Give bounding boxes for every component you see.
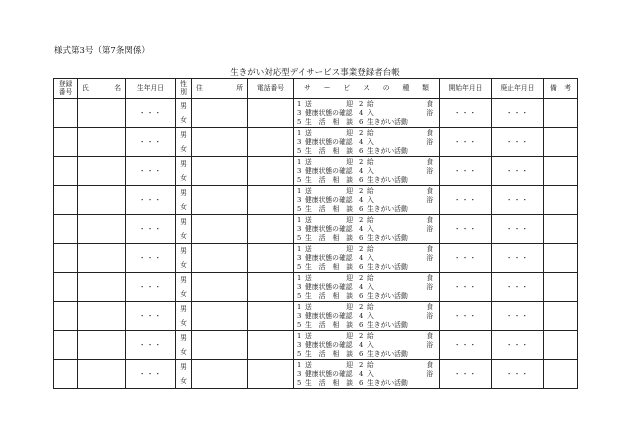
service-line-3: 5 生 活 相 談 6 生きがい活動 — [297, 233, 408, 242]
phone-cell[interactable] — [248, 157, 294, 186]
start-date-cell[interactable]: ・・・ — [440, 360, 492, 389]
table-row — [54, 128, 578, 157]
end-date-cell[interactable]: ・・・ — [492, 331, 544, 360]
remarks-cell[interactable] — [544, 302, 578, 331]
sex-cell[interactable] — [176, 215, 192, 244]
address-cell[interactable] — [192, 186, 248, 215]
table-row — [54, 331, 578, 360]
service-type-cell[interactable] — [294, 128, 440, 157]
start-date-cell[interactable]: ・・・ — [440, 157, 492, 186]
name-cell[interactable] — [78, 360, 126, 389]
service-line-3: 5 生 活 相 談 6 生きがい活動 — [297, 291, 408, 300]
address-cell[interactable] — [192, 157, 248, 186]
remarks-cell[interactable] — [544, 99, 578, 128]
address-cell[interactable] — [192, 331, 248, 360]
sex-cell[interactable] — [176, 186, 192, 215]
table-row — [54, 273, 578, 302]
end-date-cell[interactable]: ・・・ — [492, 244, 544, 273]
reg-no-cell[interactable] — [54, 99, 78, 128]
sex-female[interactable]: 女 — [180, 145, 187, 153]
start-date-cell[interactable]: ・・・ — [440, 302, 492, 331]
sex-male[interactable]: 男 — [180, 160, 187, 168]
address-cell[interactable] — [192, 244, 248, 273]
service-line-3: 5 生 活 相 談 6 生きがい活動 — [297, 117, 408, 126]
end-date-cell[interactable]: ・・・ — [492, 273, 544, 302]
start-date-cell[interactable]: ・・・ — [440, 128, 492, 157]
birth-date-cell[interactable]: ・・・ — [126, 331, 176, 360]
remarks-cell[interactable] — [544, 331, 578, 360]
end-date-cell[interactable]: ・・・ — [492, 186, 544, 215]
header-reg-no: 登録 番号 — [54, 79, 78, 99]
reg-no-cell[interactable] — [54, 302, 78, 331]
header-start-date: 開始年月日 — [440, 79, 492, 99]
sex-male[interactable]: 男 — [180, 334, 187, 342]
remarks-cell[interactable] — [544, 215, 578, 244]
service-line-2: 3 健康状態の確認 4 入 浴 — [297, 224, 433, 233]
reg-no-cell[interactable] — [54, 157, 78, 186]
service-type-cell[interactable] — [294, 186, 440, 215]
reg-no-cell[interactable] — [54, 244, 78, 273]
birth-date-cell[interactable]: ・・・ — [126, 99, 176, 128]
header-name: 氏 名 — [78, 79, 126, 99]
service-line-2: 3 健康状態の確認 4 入 浴 — [297, 369, 433, 378]
start-date-cell[interactable]: ・・・ — [440, 273, 492, 302]
table-row — [54, 302, 578, 331]
service-line-2: 3 健康状態の確認 4 入 浴 — [297, 166, 433, 175]
service-line-1: 1 送 迎 2 給 食 — [297, 157, 433, 166]
birth-date-cell[interactable]: ・・・ — [126, 128, 176, 157]
table-row — [54, 244, 578, 273]
sex-male[interactable]: 男 — [180, 247, 187, 255]
remarks-cell[interactable] — [544, 186, 578, 215]
service-line-3: 5 生 活 相 談 6 生きがい活動 — [297, 175, 408, 184]
address-cell[interactable] — [192, 215, 248, 244]
sex-male[interactable]: 男 — [180, 276, 187, 284]
service-type-cell[interactable] — [294, 99, 440, 128]
registry-table — [53, 78, 578, 389]
service-line-1: 1 送 迎 2 給 食 — [297, 215, 433, 224]
name-cell[interactable] — [78, 157, 126, 186]
header-service: サ ー ビ ス の 種 類 — [294, 79, 440, 99]
sex-female[interactable]: 女 — [180, 174, 187, 182]
service-line-2: 3 健康状態の確認 4 入 浴 — [297, 340, 433, 349]
reg-no-cell[interactable] — [54, 128, 78, 157]
birth-date-cell[interactable]: ・・・ — [126, 273, 176, 302]
birth-date-cell[interactable]: ・・・ — [126, 215, 176, 244]
header-remarks: 備 考 — [544, 79, 578, 99]
end-date-cell[interactable]: ・・・ — [492, 157, 544, 186]
service-line-1: 1 送 迎 2 給 食 — [297, 99, 433, 108]
remarks-cell[interactable] — [544, 273, 578, 302]
sex-male[interactable]: 男 — [180, 218, 187, 226]
sex-cell[interactable] — [176, 273, 192, 302]
birth-date-cell[interactable]: ・・・ — [126, 244, 176, 273]
sex-female[interactable]: 女 — [180, 290, 187, 298]
sex-male[interactable]: 男 — [180, 189, 187, 197]
end-date-cell[interactable]: ・・・ — [492, 302, 544, 331]
end-date-cell[interactable]: ・・・ — [492, 360, 544, 389]
service-line-2: 3 健康状態の確認 4 入 浴 — [297, 137, 433, 146]
reg-no-cell[interactable] — [54, 331, 78, 360]
register-title: 生きがい対応型デイサービス事業登録者台帳 — [230, 68, 400, 78]
name-cell[interactable] — [78, 215, 126, 244]
address-cell[interactable] — [192, 302, 248, 331]
service-line-1: 1 送 迎 2 給 食 — [297, 331, 433, 340]
phone-cell[interactable] — [248, 331, 294, 360]
address-cell[interactable] — [192, 273, 248, 302]
name-cell[interactable] — [78, 99, 126, 128]
service-line-3: 5 生 活 相 談 6 生きがい活動 — [297, 349, 408, 358]
phone-cell[interactable] — [248, 186, 294, 215]
phone-cell[interactable] — [248, 302, 294, 331]
start-date-cell[interactable]: ・・・ — [440, 244, 492, 273]
phone-cell[interactable] — [248, 99, 294, 128]
sex-cell[interactable] — [176, 157, 192, 186]
sex-cell[interactable] — [176, 331, 192, 360]
table-row — [54, 215, 578, 244]
service-type-cell[interactable] — [294, 244, 440, 273]
phone-cell[interactable] — [248, 273, 294, 302]
service-line-2: 3 健康状態の確認 4 入 浴 — [297, 311, 433, 320]
phone-cell[interactable] — [248, 128, 294, 157]
sex-female[interactable]: 女 — [180, 319, 187, 327]
sex-female[interactable]: 女 — [180, 203, 187, 211]
service-line-1: 1 送 迎 2 給 食 — [297, 244, 433, 253]
sex-cell[interactable] — [176, 360, 192, 389]
table-row — [54, 99, 578, 128]
phone-cell[interactable] — [248, 244, 294, 273]
name-cell[interactable] — [78, 302, 126, 331]
name-cell[interactable] — [78, 331, 126, 360]
service-line-2: 3 健康状態の確認 4 入 浴 — [297, 195, 433, 204]
address-cell[interactable] — [192, 360, 248, 389]
service-line-3: 5 生 活 相 談 6 生きがい活動 — [297, 146, 408, 155]
sex-female[interactable]: 女 — [180, 261, 187, 269]
phone-cell[interactable] — [248, 215, 294, 244]
service-type-cell[interactable] — [294, 157, 440, 186]
sex-female[interactable]: 女 — [180, 232, 187, 240]
table-row — [54, 157, 578, 186]
sex-female[interactable]: 女 — [180, 116, 187, 124]
header-sex: 性 別 — [176, 79, 192, 99]
sex-female[interactable]: 女 — [180, 377, 187, 385]
reg-no-cell[interactable] — [54, 186, 78, 215]
table-row — [54, 186, 578, 215]
birth-date-cell[interactable]: ・・・ — [126, 302, 176, 331]
service-type-cell[interactable] — [294, 331, 440, 360]
header-row — [54, 79, 578, 99]
service-line-3: 5 生 活 相 談 6 生きがい活動 — [297, 262, 408, 271]
start-date-cell[interactable]: ・・・ — [440, 99, 492, 128]
remarks-cell[interactable] — [544, 128, 578, 157]
remarks-cell[interactable] — [544, 244, 578, 273]
end-date-cell[interactable]: ・・・ — [492, 99, 544, 128]
service-type-cell[interactable] — [294, 215, 440, 244]
sex-cell[interactable] — [176, 302, 192, 331]
service-type-cell[interactable] — [294, 273, 440, 302]
name-cell[interactable] — [78, 128, 126, 157]
service-line-1: 1 送 迎 2 給 食 — [297, 360, 433, 369]
service-line-3: 5 生 活 相 談 6 生きがい活動 — [297, 204, 408, 213]
sex-cell[interactable] — [176, 99, 192, 128]
reg-no-cell[interactable] — [54, 273, 78, 302]
service-line-2: 3 健康状態の確認 4 入 浴 — [297, 282, 433, 291]
service-type-cell[interactable] — [294, 360, 440, 389]
service-line-1: 1 送 迎 2 給 食 — [297, 273, 433, 282]
reg-no-cell[interactable] — [54, 215, 78, 244]
sex-female[interactable]: 女 — [180, 348, 187, 356]
end-date-cell[interactable]: ・・・ — [492, 128, 544, 157]
birth-date-cell[interactable]: ・・・ — [126, 157, 176, 186]
form-number: 様式第3号（第7条関係） — [54, 46, 150, 56]
address-cell[interactable] — [192, 128, 248, 157]
service-line-3: 5 生 活 相 談 6 生きがい活動 — [297, 320, 408, 329]
start-date-cell[interactable]: ・・・ — [440, 215, 492, 244]
start-date-cell[interactable]: ・・・ — [440, 331, 492, 360]
remarks-cell[interactable] — [544, 157, 578, 186]
sex-cell[interactable] — [176, 128, 192, 157]
birth-date-cell[interactable]: ・・・ — [126, 360, 176, 389]
header-address: 住 所 — [192, 79, 248, 99]
end-date-cell[interactable]: ・・・ — [492, 215, 544, 244]
sex-cell[interactable] — [176, 244, 192, 273]
service-line-1: 1 送 迎 2 給 食 — [297, 128, 433, 137]
phone-cell[interactable] — [248, 360, 294, 389]
service-line-1: 1 送 迎 2 給 食 — [297, 302, 433, 311]
sex-male[interactable]: 男 — [180, 363, 187, 371]
sex-male[interactable]: 男 — [180, 131, 187, 139]
service-type-cell[interactable] — [294, 302, 440, 331]
sex-male[interactable]: 男 — [180, 102, 187, 110]
header-phone: 電話番号 — [248, 79, 294, 99]
service-line-3: 5 生 活 相 談 6 生きがい活動 — [297, 378, 408, 387]
table-row — [54, 360, 578, 389]
birth-date-cell[interactable]: ・・・ — [126, 186, 176, 215]
service-line-2: 3 健康状態の確認 4 入 浴 — [297, 108, 433, 117]
reg-no-cell[interactable] — [54, 360, 78, 389]
start-date-cell[interactable]: ・・・ — [440, 186, 492, 215]
header-birth: 生年月日 — [126, 79, 176, 99]
address-cell[interactable] — [192, 99, 248, 128]
service-line-2: 3 健康状態の確認 4 入 浴 — [297, 253, 433, 262]
name-cell[interactable] — [78, 273, 126, 302]
name-cell[interactable] — [78, 186, 126, 215]
name-cell[interactable] — [78, 244, 126, 273]
sex-male[interactable]: 男 — [180, 305, 187, 313]
header-end-date: 廃止年月日 — [492, 79, 544, 99]
service-line-1: 1 送 迎 2 給 食 — [297, 186, 433, 195]
remarks-cell[interactable] — [544, 360, 578, 389]
